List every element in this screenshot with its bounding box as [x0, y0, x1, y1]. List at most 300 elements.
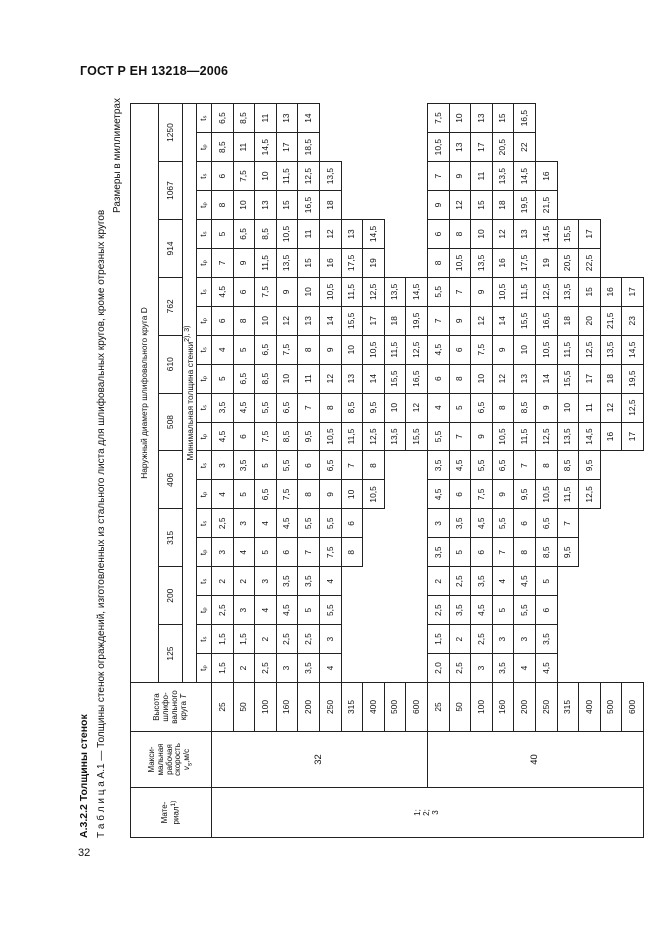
empty-cell: [384, 248, 406, 277]
thickness-cell: 8: [449, 220, 471, 249]
height-cell: 50: [449, 683, 471, 732]
empty-cell: [622, 480, 644, 509]
thickness-cell: 3,5: [298, 654, 320, 683]
diameter-value: 610: [159, 335, 183, 393]
diameter-value: 914: [159, 220, 183, 278]
thickness-cell: 2: [212, 567, 234, 596]
empty-cell: [384, 191, 406, 220]
thickness-cell: 5: [298, 596, 320, 625]
thickness-table: [130, 103, 644, 838]
thickness-cell: 13,5: [492, 162, 514, 191]
thickness-cell: 14: [492, 306, 514, 335]
page-number: 32: [78, 847, 91, 859]
height-cell: 25: [212, 683, 234, 732]
height-cell: 500: [600, 683, 622, 732]
units-note: Размеры в миллиметрах: [112, 98, 123, 213]
empty-cell: [579, 509, 601, 538]
height-cell: 400: [363, 683, 385, 732]
thickness-cell: 18: [557, 306, 579, 335]
thickness-cell: 8: [535, 451, 557, 480]
thickness-cell: 12: [492, 220, 514, 249]
empty-cell: [363, 596, 385, 625]
empty-cell: [579, 162, 601, 191]
thickness-cell: 3,5: [233, 451, 255, 480]
empty-cell: [406, 509, 428, 538]
thickness-cell: 7: [449, 422, 471, 451]
thickness-cell: 22: [514, 133, 536, 162]
table-row: [384, 104, 406, 838]
thickness-cell: 3,5: [449, 596, 471, 625]
thickness-cell: 11: [255, 104, 277, 133]
thickness-cell: 13: [276, 104, 298, 133]
thickness-cell: 5: [233, 480, 255, 509]
thickness-cell: 20,5: [557, 248, 579, 277]
thickness-cell: 4,5: [212, 277, 234, 306]
empty-cell: [600, 220, 622, 249]
empty-cell: [406, 162, 428, 191]
thickness-cell: 17: [622, 277, 644, 306]
thickness-cell: 6: [449, 335, 471, 364]
table-row: [212, 104, 234, 838]
empty-cell: [622, 596, 644, 625]
thickness-cell: 10,5: [363, 335, 385, 364]
thickness-cell: 17: [471, 133, 493, 162]
thickness-cell: 6: [427, 220, 449, 249]
thickness-cell: 5,5: [255, 393, 277, 422]
document-header-title: ГОСТ Р ЕН 13218—2006: [80, 64, 229, 78]
thickness-cell: 4: [319, 654, 341, 683]
thickness-cell: 12: [471, 306, 493, 335]
tp-subheader: tₚ: [197, 538, 212, 567]
empty-cell: [535, 104, 557, 133]
thickness-cell: 11,5: [557, 480, 579, 509]
empty-cell: [535, 133, 557, 162]
empty-cell: [341, 104, 363, 133]
thickness-cell: 11,5: [514, 422, 536, 451]
thickness-cell: 3: [492, 625, 514, 654]
thickness-cell: 12,5: [298, 162, 320, 191]
thickness-cell: 4,5: [427, 335, 449, 364]
thickness-cell: 10: [449, 104, 471, 133]
thickness-cell: 8: [319, 393, 341, 422]
diameter-value: 406: [159, 451, 183, 509]
thickness-cell: 16,5: [298, 191, 320, 220]
empty-cell: [600, 104, 622, 133]
empty-cell: [600, 596, 622, 625]
empty-cell: [600, 133, 622, 162]
empty-cell: [406, 248, 428, 277]
table-row: [298, 104, 320, 838]
thickness-cell: 16,5: [535, 306, 557, 335]
height-cell: 100: [255, 683, 277, 732]
thickness-cell: 5: [535, 567, 557, 596]
ts-subheader: tₛ: [197, 393, 212, 422]
empty-cell: [341, 567, 363, 596]
thickness-cell: 18: [600, 364, 622, 393]
thickness-cell: 10,5: [492, 277, 514, 306]
thickness-cell: 4: [212, 335, 234, 364]
thickness-cell: 4: [514, 654, 536, 683]
thickness-cell: 11,5: [557, 335, 579, 364]
thickness-cell: 12,5: [363, 422, 385, 451]
thickness-cell: 4: [255, 509, 277, 538]
thickness-cell: 17: [363, 306, 385, 335]
height-cell: 400: [579, 683, 601, 732]
thickness-cell: 3,5: [535, 625, 557, 654]
thickness-cell: 4,5: [427, 480, 449, 509]
thickness-cell: 23: [622, 306, 644, 335]
thickness-cell: 14,5: [406, 277, 428, 306]
diameter-value: 315: [159, 509, 183, 567]
thickness-cell: 5: [449, 538, 471, 567]
thickness-cell: 12,5: [363, 277, 385, 306]
empty-cell: [406, 567, 428, 596]
thickness-cell: 5,5: [471, 451, 493, 480]
empty-cell: [363, 162, 385, 191]
empty-cell: [622, 162, 644, 191]
thickness-cell: 10: [255, 162, 277, 191]
thickness-cell: 15: [492, 104, 514, 133]
section-heading: А.3.2.2 Толщины стенок: [78, 714, 90, 838]
thickness-cell: 6: [298, 451, 320, 480]
thickness-cell: 6: [535, 596, 557, 625]
thickness-cell: 5: [255, 451, 277, 480]
thickness-cell: 6,5: [319, 451, 341, 480]
thickness-cell: 14: [319, 306, 341, 335]
empty-cell: [557, 133, 579, 162]
thickness-cell: 6: [233, 277, 255, 306]
thickness-cell: 7,5: [255, 277, 277, 306]
empty-cell: [600, 567, 622, 596]
thickness-cell: 5,5: [319, 596, 341, 625]
thickness-cell: 1,5: [212, 654, 234, 683]
table-caption: Т а б л и ц а А.1 — Толщины стенок ограждений, изготовленных из стального листа для шлифовальных кругов, кроме отрезных кругов: [96, 209, 107, 838]
thickness-cell: 2,0: [427, 654, 449, 683]
empty-cell: [557, 191, 579, 220]
empty-cell: [384, 104, 406, 133]
empty-cell: [384, 509, 406, 538]
height-cell: 200: [514, 683, 536, 732]
thickness-cell: 6: [276, 538, 298, 567]
empty-cell: [406, 480, 428, 509]
empty-cell: [600, 451, 622, 480]
thickness-cell: 22,5: [579, 248, 601, 277]
thickness-cell: 11,5: [341, 277, 363, 306]
thickness-cell: 6: [212, 306, 234, 335]
thickness-cell: 14,5: [535, 220, 557, 249]
empty-cell: [384, 596, 406, 625]
thickness-header: Минимальная толщина стенки$^{2), 3)}$: [183, 104, 197, 683]
thickness-cell: 3,5: [276, 567, 298, 596]
empty-cell: [600, 248, 622, 277]
height-cell: 500: [384, 683, 406, 732]
thickness-cell: 7,5: [319, 538, 341, 567]
tp-subheader: tₚ: [197, 422, 212, 451]
thickness-cell: 2,5: [255, 654, 277, 683]
empty-cell: [622, 567, 644, 596]
thickness-cell: 5: [212, 220, 234, 249]
empty-cell: [579, 104, 601, 133]
thickness-cell: 7: [427, 306, 449, 335]
empty-cell: [319, 104, 341, 133]
empty-cell: [363, 654, 385, 683]
thickness-cell: 15,5: [557, 220, 579, 249]
empty-cell: [600, 480, 622, 509]
diameter-value: 508: [159, 393, 183, 451]
diameter-value: 125: [159, 625, 183, 683]
thickness-cell: 11: [579, 393, 601, 422]
empty-cell: [363, 133, 385, 162]
empty-cell: [341, 654, 363, 683]
thickness-cell: 11: [298, 220, 320, 249]
height-cell: 200: [298, 683, 320, 732]
thickness-cell: 4: [319, 567, 341, 596]
empty-cell: [600, 509, 622, 538]
table-row: [255, 104, 277, 838]
thickness-cell: 2,5: [298, 625, 320, 654]
thickness-cell: 3,5: [427, 538, 449, 567]
empty-cell: [579, 538, 601, 567]
thickness-cell: 14: [535, 364, 557, 393]
thickness-cell: 17: [622, 422, 644, 451]
height-cell: 600: [406, 683, 428, 732]
thickness-cell: 16: [319, 248, 341, 277]
thickness-cell: 2,5: [276, 625, 298, 654]
thickness-cell: 15,5: [557, 364, 579, 393]
empty-cell: [384, 451, 406, 480]
height-cell: 250: [319, 683, 341, 732]
height-cell: 600: [622, 683, 644, 732]
thickness-cell: 8: [427, 248, 449, 277]
thickness-cell: 7: [427, 162, 449, 191]
thickness-cell: 13: [471, 104, 493, 133]
thickness-cell: 7,5: [233, 162, 255, 191]
thickness-cell: 6,5: [276, 393, 298, 422]
thickness-cell: 6: [427, 364, 449, 393]
thickness-cell: 5,5: [492, 509, 514, 538]
empty-cell: [363, 191, 385, 220]
empty-cell: [341, 191, 363, 220]
table-row: [341, 104, 363, 838]
thickness-cell: 12: [276, 306, 298, 335]
ts-subheader: tₛ: [197, 335, 212, 364]
thickness-cell: 10,5: [492, 422, 514, 451]
diameter-header: Наружный диаметр шлифовального круга D: [131, 104, 159, 683]
thickness-cell: 8,5: [514, 393, 536, 422]
empty-cell: [406, 596, 428, 625]
height-cell: 315: [557, 683, 579, 732]
thickness-cell: 10,5: [319, 422, 341, 451]
empty-cell: [579, 191, 601, 220]
thickness-cell: 5: [492, 596, 514, 625]
thickness-cell: 15: [579, 277, 601, 306]
ts-subheader: tₛ: [197, 277, 212, 306]
thickness-cell: 4: [212, 480, 234, 509]
empty-cell: [384, 133, 406, 162]
empty-cell: [384, 162, 406, 191]
diameter-value: 1067: [159, 162, 183, 220]
thickness-cell: 14,5: [363, 220, 385, 249]
thickness-cell: 9: [492, 335, 514, 364]
empty-cell: [600, 191, 622, 220]
thickness-cell: 11,5: [384, 335, 406, 364]
thickness-cell: 20: [579, 306, 601, 335]
height-cell: 50: [233, 683, 255, 732]
thickness-cell: 5,5: [276, 451, 298, 480]
thickness-cell: 10: [384, 393, 406, 422]
thickness-cell: 3: [233, 596, 255, 625]
thickness-cell: 3: [212, 538, 234, 567]
thickness-cell: 3,5: [427, 451, 449, 480]
thickness-cell: 18: [384, 306, 406, 335]
thickness-cell: 12,5: [406, 335, 428, 364]
thickness-cell: 8,5: [212, 133, 234, 162]
thickness-cell: 8,5: [557, 451, 579, 480]
thickness-cell: 10,5: [427, 133, 449, 162]
empty-cell: [341, 162, 363, 191]
thickness-cell: 11: [233, 133, 255, 162]
thickness-cell: 15,5: [341, 306, 363, 335]
thickness-cell: 6: [471, 538, 493, 567]
thickness-cell: 10: [557, 393, 579, 422]
ts-subheader: tₛ: [197, 625, 212, 654]
thickness-cell: 4,5: [471, 509, 493, 538]
thickness-cell: 12: [492, 364, 514, 393]
thickness-cell: 17,5: [341, 248, 363, 277]
thickness-cell: 13,5: [384, 422, 406, 451]
thickness-cell: 12,5: [579, 335, 601, 364]
thickness-cell: 6,5: [255, 480, 277, 509]
empty-cell: [363, 538, 385, 567]
thickness-cell: 12: [449, 191, 471, 220]
empty-cell: [406, 133, 428, 162]
table-row: [514, 104, 536, 838]
height-cell: 25: [427, 683, 449, 732]
thickness-cell: 11,5: [255, 248, 277, 277]
thickness-cell: 4,5: [471, 596, 493, 625]
empty-cell: [557, 596, 579, 625]
thickness-cell: 19: [535, 248, 557, 277]
empty-cell: [406, 625, 428, 654]
thickness-cell: 7: [298, 538, 320, 567]
empty-cell: [384, 480, 406, 509]
thickness-cell: 6,5: [492, 451, 514, 480]
thickness-cell: 9: [449, 162, 471, 191]
thickness-cell: 5,5: [319, 509, 341, 538]
thickness-cell: 2: [427, 567, 449, 596]
thickness-cell: 2: [255, 625, 277, 654]
thickness-cell: 3,5: [492, 654, 514, 683]
thickness-cell: 10: [514, 335, 536, 364]
thickness-cell: 2: [449, 625, 471, 654]
thickness-cell: 14,5: [579, 422, 601, 451]
thickness-cell: 7: [492, 538, 514, 567]
height-column-header: Высота шлифо- вального круга T: [131, 683, 212, 732]
thickness-cell: 8,5: [276, 422, 298, 451]
thickness-cell: 21,5: [600, 306, 622, 335]
empty-cell: [384, 625, 406, 654]
table-row: [427, 104, 449, 838]
thickness-cell: 13: [341, 220, 363, 249]
speed-column-header: Макси- мальная рабочая скорость $v_s,м/с$: [131, 732, 212, 788]
thickness-cell: 19,5: [406, 306, 428, 335]
thickness-cell: 5,5: [298, 509, 320, 538]
thickness-cell: 10,5: [363, 480, 385, 509]
thickness-cell: 9: [319, 480, 341, 509]
empty-cell: [557, 162, 579, 191]
empty-cell: [622, 248, 644, 277]
thickness-cell: 13,5: [276, 248, 298, 277]
thickness-cell: 8: [298, 480, 320, 509]
thickness-cell: 7: [341, 451, 363, 480]
thickness-cell: 10: [471, 364, 493, 393]
thickness-cell: 9: [471, 422, 493, 451]
thickness-cell: 2,5: [471, 625, 493, 654]
thickness-cell: 4,5: [535, 654, 557, 683]
thickness-cell: 16: [535, 162, 557, 191]
thickness-cell: 7: [514, 451, 536, 480]
thickness-cell: 16,5: [514, 104, 536, 133]
height-cell: 100: [471, 683, 493, 732]
diameter-value: 762: [159, 277, 183, 335]
thickness-cell: 14,5: [514, 162, 536, 191]
thickness-cell: 8,5: [341, 393, 363, 422]
thickness-cell: 19: [363, 248, 385, 277]
thickness-cell: 10,5: [276, 220, 298, 249]
thickness-cell: 10: [233, 191, 255, 220]
thickness-cell: 12: [406, 393, 428, 422]
thickness-cell: 1,5: [233, 625, 255, 654]
thickness-cell: 12,5: [535, 422, 557, 451]
tp-subheader: tₚ: [197, 248, 212, 277]
thickness-cell: 2,5: [212, 596, 234, 625]
thickness-cell: 3,5: [471, 567, 493, 596]
empty-cell: [557, 625, 579, 654]
thickness-cell: 7: [212, 248, 234, 277]
thickness-cell: 13,5: [319, 162, 341, 191]
material-column-header: Мате- риал$^{1)}$: [131, 788, 212, 838]
ts-subheader: tₛ: [197, 451, 212, 480]
thickness-cell: 7: [449, 277, 471, 306]
thickness-cell: 17: [276, 133, 298, 162]
thickness-cell: 4,5: [212, 422, 234, 451]
empty-cell: [600, 538, 622, 567]
empty-cell: [384, 654, 406, 683]
thickness-cell: 5: [212, 364, 234, 393]
thickness-cell: 1,5: [212, 625, 234, 654]
thickness-cell: 4: [255, 596, 277, 625]
thickness-cell: 13,5: [471, 248, 493, 277]
thickness-cell: 18: [492, 191, 514, 220]
height-cell: 315: [341, 683, 363, 732]
thickness-cell: 15: [471, 191, 493, 220]
empty-cell: [406, 220, 428, 249]
thickness-cell: 21,5: [535, 191, 557, 220]
thickness-cell: 18,5: [298, 133, 320, 162]
empty-cell: [406, 191, 428, 220]
thickness-cell: 10,5: [535, 480, 557, 509]
thickness-cell: 5: [255, 538, 277, 567]
thickness-cell: 13: [514, 220, 536, 249]
empty-cell: [406, 654, 428, 683]
thickness-cell: 16: [600, 422, 622, 451]
thickness-cell: 9: [319, 335, 341, 364]
thickness-cell: 17,5: [514, 248, 536, 277]
thickness-cell: 3: [319, 625, 341, 654]
empty-cell: [557, 104, 579, 133]
thickness-cell: 19,5: [514, 191, 536, 220]
thickness-cell: 3: [233, 509, 255, 538]
